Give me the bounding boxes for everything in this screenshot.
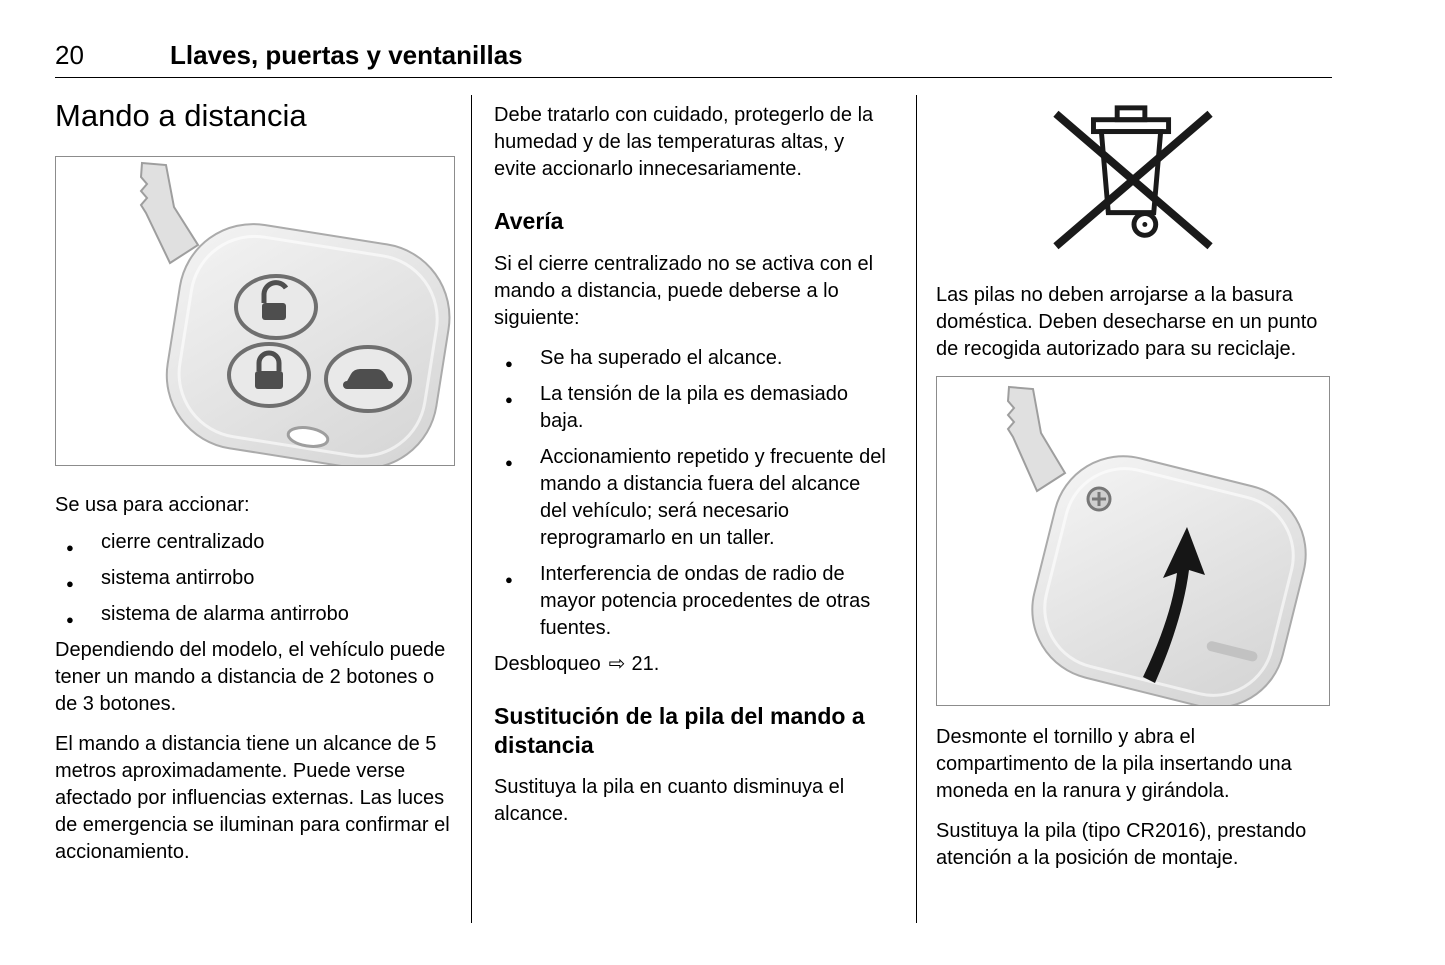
column-2 <box>494 94 890 841</box>
list-item <box>494 345 890 372</box>
page-header <box>55 40 1332 71</box>
section-heading-remote-control: Mando a distancia <box>55 98 307 133</box>
remote-key-image <box>55 156 455 466</box>
key-battery-illustration <box>937 377 1329 705</box>
fault-list <box>494 345 890 642</box>
paragraph: El mando a distancia tiene un alcance de 5 metros aproximadamente. Puede verse afectado por influencias externas. Las luces de emergencia se iluminan para confirmar el accionamiento. <box>55 732 450 863</box>
page-number: 20 <box>55 40 84 70</box>
subheading-fault: Avería <box>494 208 564 234</box>
unlock-reference-page: 21. <box>631 652 660 675</box>
remote-key-illustration <box>56 157 454 465</box>
list-item-text: Accionamiento repetido y frecuente del mando a distancia fuera del alcance del vehículo; será necesario reprogramarlo en un taller. <box>540 445 886 549</box>
header-rule <box>55 77 1332 78</box>
column-3 <box>936 94 1330 885</box>
list-item <box>55 529 455 556</box>
screw-icon <box>1088 488 1110 510</box>
paragraph: Dependiendo del modelo, el vehículo puede tener un mando a distancia de 2 botones o de 3 botones. <box>55 638 446 715</box>
list-item-text: sistema antirrobo <box>101 566 255 589</box>
usage-list <box>55 529 455 628</box>
subheading-battery-replacement: Sustitución de la pila del mando a distancia <box>494 702 865 758</box>
paragraph: Debe tratarlo con cuidado, protegerlo de la humedad y de las temperaturas altas, y evite accionarlo innecesariamente. <box>494 104 874 180</box>
paragraph: Las pilas no deben arrojarse a la basura doméstica. Deben desecharse en un punto de recogida autorizado para su reciclaje. <box>936 284 1318 360</box>
list-item-text: Se ha superado el alcance. <box>540 346 783 369</box>
unlock-reference <box>494 651 890 678</box>
paragraph: Desmonte el tornillo y abra el compartimento de la pila insertando una moneda en la ranura y girándola. <box>936 726 1292 802</box>
crossed-out-wheeled-bin-illustration <box>1042 96 1224 262</box>
column-divider <box>916 95 917 923</box>
paragraph: Sustituya la pila (tipo CR2016), prestando atención a la posición de montaje. <box>936 820 1307 869</box>
chapter-title: Llaves, puertas y ventanillas <box>170 40 523 70</box>
usage-intro: Se usa para accionar: <box>55 493 250 516</box>
list-item-text: cierre centralizado <box>101 530 265 553</box>
paragraph: Sustituya la pila en cuanto disminuya el alcance. <box>494 776 845 826</box>
list-item <box>494 444 890 552</box>
unlock-reference-label: Desbloqueo <box>494 652 601 675</box>
list-item <box>494 381 890 435</box>
column-1 <box>55 94 455 879</box>
list-item-text: Interferencia de ondas de radio de mayor potencia procedentes de otras fuentes. <box>540 562 871 639</box>
page-reference-arrow-icon: ⇨ <box>608 652 626 675</box>
list-item-text: sistema de alarma antirrobo <box>101 602 349 625</box>
key-blade <box>1008 387 1065 491</box>
paragraph: Si el cierre centralizado no se activa con el mando a distancia, puede deberse a lo siguiente: <box>494 252 874 329</box>
list-item <box>55 565 455 592</box>
list-item-text: La tensión de la pila es demasiado baja. <box>540 382 848 432</box>
key-blade <box>141 163 198 263</box>
list-item <box>494 561 890 642</box>
weee-crossed-bin-icon <box>1042 96 1224 262</box>
list-item <box>55 601 455 628</box>
column-divider <box>471 95 472 923</box>
key-battery-replace-image <box>936 376 1330 706</box>
